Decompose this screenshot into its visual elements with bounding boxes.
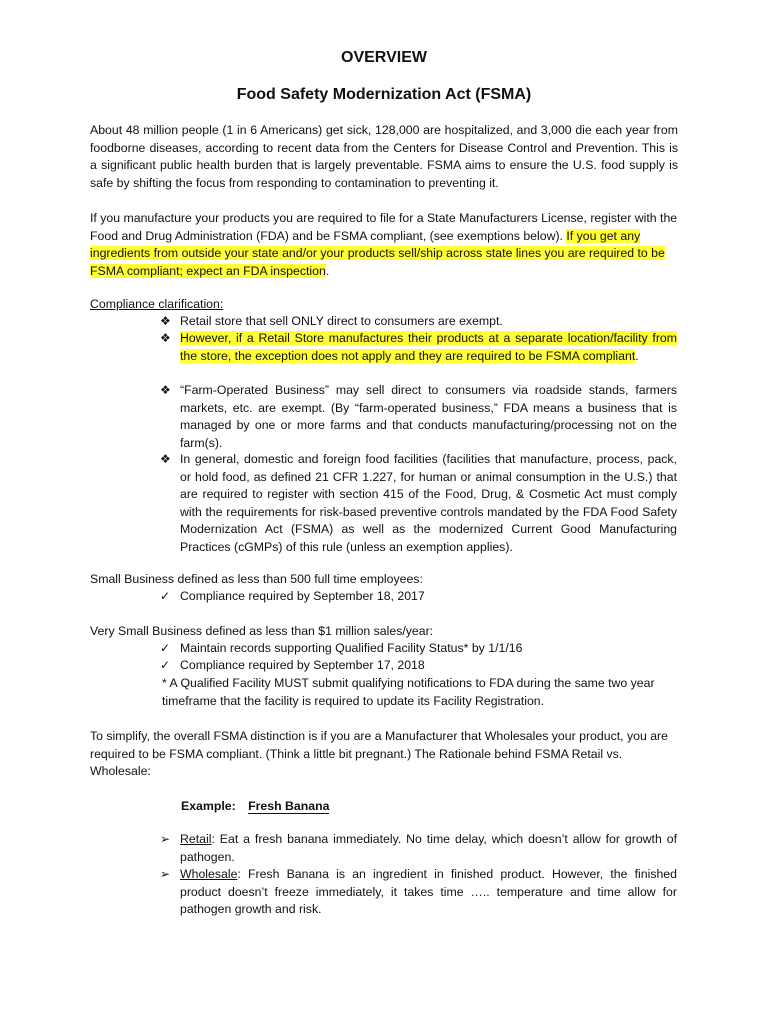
retail-text: Retail: Eat a fresh banana immediately. No time delay, which doesn’t allow for growth of pathogen. [180, 832, 677, 864]
manufacture-text: If you manufacture your products you are required to file for a State Manufacturers License, register with the Food and Drug Administration (FDA) and be FSMA compliant, (see exemptions below). [90, 211, 678, 243]
simplify-paragraph: To simplify, the overall FSMA distinction is if you are a Manufacturer that Wholesales your product, you are required to be FSMA compliant. (Think a little bit pregnant.) The Rationale behind FSMA Retail vs. Wholesale: [90, 729, 668, 778]
diamond-bullet-icon: ❖ [160, 331, 171, 345]
small-business-definition: Small Business defined as less than 500 full time employees: [90, 572, 423, 586]
manufacture-highlight: If you get any ingredients from outside your state and/or your products sell/ship across state lines you are required to be FSMA compliant; expect an FDA inspection [90, 228, 665, 278]
very-small-business-definition: Very Small Business defined as less than $1 million sales/year: [90, 624, 434, 638]
compliance-item-text: “Farm-Operated Business” may sell direct to consumers via roadside stands, farmers markets, etc. are exempt. (By “farm-operated business,” FDA means a business that is managed by one or more farms and that conducts manufacturing/processing not on the farm(s). [180, 383, 677, 450]
example-line [181, 798, 329, 816]
qualified-facility-note: * A Qualified Facility MUST submit qualifying notifications to FDA during the same two year timeframe that the facility is required to update its Facility Registration. [162, 676, 655, 708]
diamond-bullet-icon: ❖ [160, 314, 171, 328]
manufacture-paragraph [90, 210, 678, 280]
compliance-item-text [180, 330, 677, 365]
manufacture-end: . [325, 263, 330, 278]
checkmark-icon: ✓ [160, 589, 171, 603]
retail-label: Retail [180, 832, 212, 846]
compliance-highlight: However, if a Retail Store manufactures their products at a separate location/facility from the store, the exception does not apply and they are required to be FSMA compliant [180, 331, 677, 363]
diamond-bullet-icon: ❖ [160, 383, 171, 397]
document-title: Food Safety Modernization Act (FSMA) [236, 86, 532, 103]
example-value: Fresh Banana [248, 799, 330, 813]
example-label: Example: [181, 799, 236, 813]
compliance-heading: Compliance clarification: [90, 297, 224, 311]
very-small-business-item: Maintain records supporting Qualified Facility Status* by 1/1/16 [180, 641, 523, 655]
small-business-item: Compliance required by September 18, 2017 [180, 589, 425, 603]
wholesale-text: Wholesale: Fresh Banana is an ingredient in finished product. However, the finished product doesn’t freeze immediately, it takes time ….. temperature and time allow for pathogen growth and risk. [180, 867, 677, 916]
checkmark-icon: ✓ [160, 658, 171, 672]
compliance-item-end: . [635, 348, 639, 363]
arrow-bullet-icon: ➢ [160, 867, 171, 881]
very-small-business-item: Compliance required by September 17, 2018 [180, 658, 425, 672]
wholesale-label: Wholesale [180, 867, 238, 881]
compliance-item-text: In general, domestic and foreign food facilities (facilities that manufacture, process, pack, or hold food, as defined 21 CFR 1.227, for human or animal consumption in the U.S.) that are required to register with section 415 of the Food, Drug, & Cosmetic Act must comply with the requirements for risk-based preventive controls mandated by the FDA Food Safety Modernization Act (FSMA) as well as the modernized Current Good Manufacturing Practices (cGMPs) of this rule (unless an exemption applies). [180, 452, 677, 554]
diamond-bullet-icon: ❖ [160, 452, 171, 466]
arrow-bullet-icon: ➢ [160, 832, 171, 846]
compliance-item-text: Retail store that sell ONLY direct to consumers are exempt. [180, 314, 503, 328]
overview-heading: OVERVIEW [341, 49, 427, 66]
checkmark-icon: ✓ [160, 641, 171, 655]
intro-paragraph: About 48 million people (1 in 6 Americans) get sick, 128,000 are hospitalized, and 3,000 die each year from foodborne diseases, according to recent data from the Centers for Disease Control and Prevention. This is a significant public health burden that is largely preventable. FSMA aims to ensure the U.S. food supply is safe by shifting the focus from responding to contamination to preventing it. [90, 123, 678, 190]
